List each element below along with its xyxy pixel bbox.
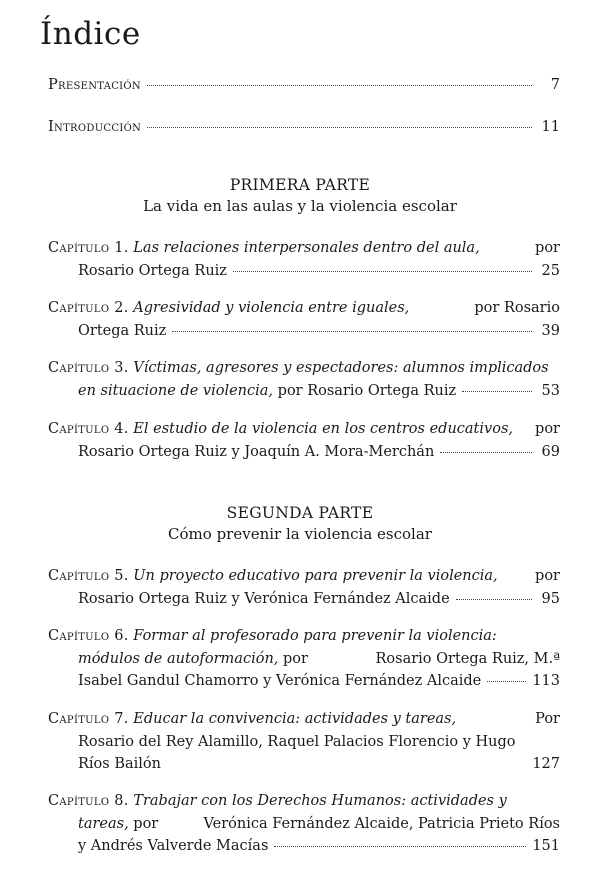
chapter-title: Las relaciones interpersonales dentro del aula,: [133, 240, 480, 256]
chapter-authors: Rosario Ortega Ruiz y Joaquín A. Mora-Merchán: [78, 443, 435, 460]
chapter-authors-mid: Rosario Ortega Ruiz, M.ª: [375, 650, 560, 667]
leader-dots: [274, 845, 526, 847]
leader-dots: [233, 270, 532, 272]
page-number: 151: [532, 838, 560, 854]
chapter-label: Capítulo 3.: [48, 360, 129, 376]
toc-label: Presentación: [48, 77, 141, 93]
chapter-by: Por: [535, 711, 560, 727]
chapter-title: Educar la convivencia: actividades y tareas,: [133, 711, 457, 727]
chapter-title: Trabajar con los Derechos Humanos: actividades y: [133, 793, 507, 809]
toc-label: Introducción: [48, 119, 142, 135]
part-title: SEGUNDA PARTE: [226, 504, 374, 522]
page-number: 127: [532, 756, 560, 772]
chapter-title: Agresividad y violencia entre iguales,: [133, 300, 410, 316]
leader-dots: [462, 390, 532, 392]
leader-dots: [440, 451, 532, 453]
leader-dots: [147, 84, 532, 86]
part-heading-2: [0, 503, 600, 545]
chapter-title: El estudio de la violencia en los centros educativos,: [133, 421, 513, 437]
chapter-by: por: [535, 240, 560, 256]
page-number: 69: [541, 443, 560, 460]
page-number: 7: [550, 77, 560, 93]
chapter-label: Capítulo 5.: [48, 568, 129, 584]
chapter-by: por: [535, 421, 560, 437]
page-number: 113: [532, 673, 560, 689]
toc-entry-chapter-3[interactable]: [48, 357, 560, 402]
toc-entry-presentacion[interactable]: [48, 74, 560, 97]
chapter-title-cont: en situacione de violencia,: [78, 382, 274, 399]
page-number: 11: [541, 119, 560, 135]
chapter-title-cont: tareas,: [78, 815, 129, 832]
leader-dots: [487, 680, 526, 682]
part-heading-1: [0, 175, 600, 217]
toc-entry-chapter-5[interactable]: [48, 565, 560, 610]
part-subtitle: La vida en las aulas y la violencia escolar: [143, 197, 457, 215]
chapter-label: Capítulo 6.: [48, 628, 129, 644]
chapter-title: Un proyecto educativo para prevenir la violencia,: [133, 568, 498, 584]
chapter-authors: Rosario Ortega Ruiz: [78, 262, 227, 279]
chapter-by: por: [277, 382, 303, 399]
chapter-authors: Isabel Gandul Chamorro y Verónica Fernández Alcaide: [78, 673, 482, 689]
chapter-by: por: [283, 650, 308, 667]
chapter-authors-mid: Rosario del Rey Alamillo, Raquel Palacios Florencio y Hugo: [78, 733, 516, 750]
page-number: 39: [541, 322, 560, 339]
chapter-label: Capítulo 7.: [48, 711, 129, 727]
part-title: PRIMERA PARTE: [229, 176, 371, 194]
chapter-by: por: [535, 568, 560, 584]
toc-entry-chapter-2[interactable]: [48, 297, 560, 342]
chapter-title-cont: módulos de autoformación,: [78, 650, 279, 667]
chapter-title: Víctimas, agresores y espectadores: alumnos implicados: [133, 360, 549, 376]
chapter-authors: Rosario Ortega Ruiz: [307, 382, 457, 399]
leader-dots: [456, 598, 532, 600]
chapter-label: Capítulo 1.: [48, 240, 129, 256]
page-number: 95: [541, 590, 560, 607]
chapter-label: Capítulo 8.: [48, 793, 129, 809]
page-title: Índice: [40, 16, 141, 52]
leader-dots: [172, 330, 532, 332]
chapter-authors: Ortega Ruiz: [78, 322, 167, 339]
page-number: 25: [541, 262, 560, 279]
chapter-authors: y Andrés Valverde Macías: [78, 838, 269, 854]
chapter-authors-first: Rosario: [503, 300, 560, 316]
toc-entry-chapter-7[interactable]: [48, 708, 560, 776]
toc-entry-chapter-8[interactable]: [48, 790, 560, 858]
toc-entry-chapter-4[interactable]: [48, 418, 560, 463]
toc-entry-chapter-6[interactable]: [48, 625, 560, 693]
chapter-label: Capítulo 4.: [48, 421, 129, 437]
part-subtitle: Cómo prevenir la violencia escolar: [168, 525, 432, 543]
toc-entry-chapter-1[interactable]: [48, 237, 560, 282]
leader-dots: [147, 126, 532, 128]
chapter-by: por: [133, 815, 159, 832]
chapter-authors: Ríos Bailón: [78, 756, 161, 772]
chapter-authors: Rosario Ortega Ruiz y Verónica Fernández Alcaide: [78, 590, 450, 607]
chapter-label: Capítulo 2.: [48, 300, 129, 316]
chapter-by: por: [474, 300, 500, 316]
toc-entry-introduccion[interactable]: [48, 116, 560, 139]
chapter-authors-mid: Verónica Fernández Alcaide, Patricia Prieto Ríos: [203, 815, 560, 832]
page-number: 53: [541, 382, 560, 399]
chapter-title: Formar al profesorado para prevenir la violencia:: [133, 628, 497, 644]
